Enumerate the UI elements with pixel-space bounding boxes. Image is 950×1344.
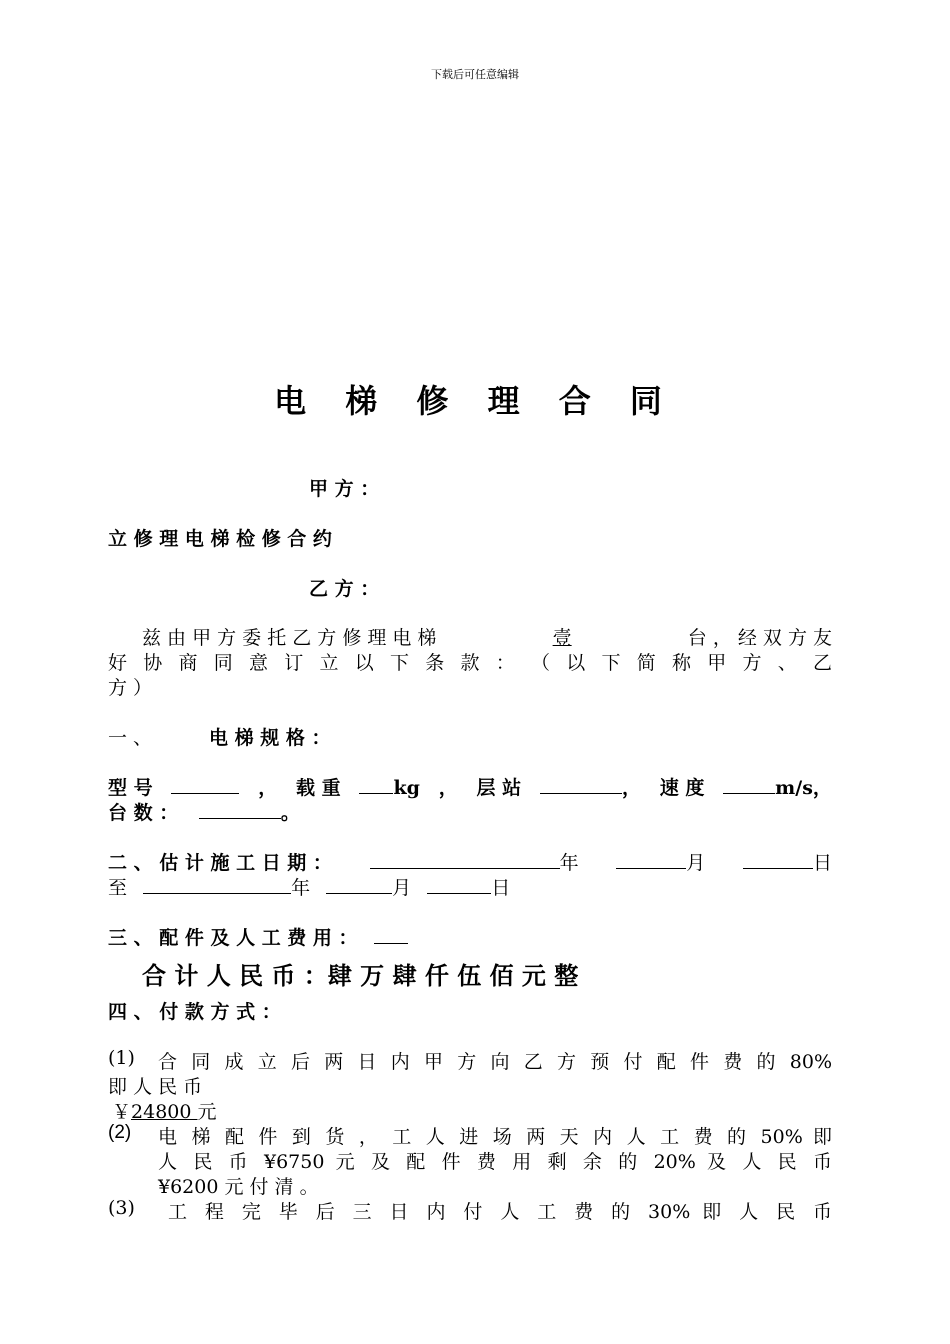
section-4-label: 四 、 付 款 方 式 ： xyxy=(108,1001,281,1023)
load-unit: kg xyxy=(393,777,420,799)
pay-3-line-1: 工 程 完 毕 后 三 日 内 付 人 工 费 的 30% 即 人 民 币 xyxy=(168,1201,832,1223)
floors-label: 层 站 xyxy=(476,777,522,799)
spec-comma-1: ， xyxy=(258,777,278,799)
party-b-label: 乙 方 ： xyxy=(309,578,380,600)
spec-line xyxy=(108,773,832,800)
contract-line: 立 修 理 电 梯 检 修 合 约 xyxy=(108,528,332,550)
start-year-blank[interactable] xyxy=(370,853,560,869)
spec-comma-3: ， xyxy=(621,777,641,799)
party-a-label: 甲 方 ： xyxy=(309,478,380,500)
pay-3-number: (3) xyxy=(108,1197,135,1219)
count-label: 台 数 ： xyxy=(108,802,179,824)
end-month-blank[interactable] xyxy=(326,878,392,894)
pay-1-number: (1) xyxy=(108,1047,135,1069)
yen-symbol: ￥ xyxy=(112,1101,132,1123)
count-period: 。 xyxy=(280,802,300,824)
section-2-label: 二 、 估 计 施 工 日 期 ： xyxy=(108,852,332,874)
pay-2-line-1: 电 梯 配 件 到 货 ， 工 人 进 场 两 天 内 人 工 费 的 50% 即 xyxy=(158,1126,832,1148)
elevator-quantity: 壹 xyxy=(552,627,572,649)
end-day-label: 日 xyxy=(491,877,511,899)
pay-1-amount-line xyxy=(112,1097,217,1124)
fee-blank[interactable] xyxy=(374,928,408,944)
start-year-label: 年 xyxy=(559,852,579,874)
count-blank[interactable] xyxy=(199,803,281,819)
section-2-line-2 xyxy=(108,873,510,900)
intro-line-1 xyxy=(142,623,832,650)
intro-line-2: 好 协 商 同 意 订 立 以 下 条 款 ： （ 以 下 简 称 甲 方 、 乙 xyxy=(108,652,832,674)
pay-1-unit: 元 xyxy=(197,1101,217,1123)
load-label: 载 重 xyxy=(296,777,341,799)
to-label: 至 xyxy=(108,877,128,899)
section-3-label: 三 、 配 件 及 人 工 费 用 ： xyxy=(108,927,358,949)
spec-comma-2: ， xyxy=(438,777,458,799)
speed-blank[interactable] xyxy=(723,778,775,794)
section-2-line-1 xyxy=(108,848,832,875)
start-day-label: 日 xyxy=(812,852,832,874)
intro-text-a: 兹 由 甲 方 委 托 乙 方 修 理 电 梯 xyxy=(142,627,437,649)
total-amount: 合 计 人 民 币 ：肆 万 肆 仟 伍 佰 元 整 xyxy=(142,961,579,990)
pay-2-line-2: 人 民 币 ¥6750 元 及 配 件 费 用 剩 余 的 20% 及 人 民 币 xyxy=(158,1151,832,1173)
load-blank[interactable] xyxy=(359,778,393,794)
end-year-blank[interactable] xyxy=(143,878,291,894)
pay-2-line-3: ¥6200 元 付 清 。 xyxy=(158,1176,319,1198)
end-day-blank[interactable] xyxy=(427,878,491,894)
section-1-title: 电 梯 规 格 ： xyxy=(209,727,331,749)
pay-1-amount: 24800 xyxy=(131,1101,198,1123)
start-month-blank[interactable] xyxy=(616,853,686,869)
pay-1-line-1: 合 同 成 立 后 两 日 内 甲 方 向 乙 方 预 付 配 件 费 的 80% xyxy=(158,1051,832,1073)
speed-label: 速 度 xyxy=(659,777,705,799)
intro-line-3: 方 ） xyxy=(108,677,153,699)
intro-text-b: 台 ， 经 双 方 友 xyxy=(687,627,832,649)
model-label: 型 号 xyxy=(108,777,153,799)
speed-unit: m/s， xyxy=(775,777,832,799)
section-1-number: 一 、 xyxy=(108,727,153,749)
model-blank[interactable] xyxy=(171,778,239,794)
pay-1-line-2: 即 人 民 币 xyxy=(108,1076,203,1098)
page-header: 下载后可任意编辑 xyxy=(431,68,519,81)
pay-2-number: (2) xyxy=(108,1122,132,1143)
end-year-label: 年 xyxy=(291,877,311,899)
contract-title: 电 梯 修 理 合 同 xyxy=(274,382,676,420)
section-3-line xyxy=(108,923,408,950)
start-day-blank[interactable] xyxy=(743,853,813,869)
floors-blank[interactable] xyxy=(540,778,622,794)
count-line xyxy=(108,798,300,825)
end-month-label: 月 xyxy=(392,877,412,899)
start-month-label: 月 xyxy=(686,852,706,874)
